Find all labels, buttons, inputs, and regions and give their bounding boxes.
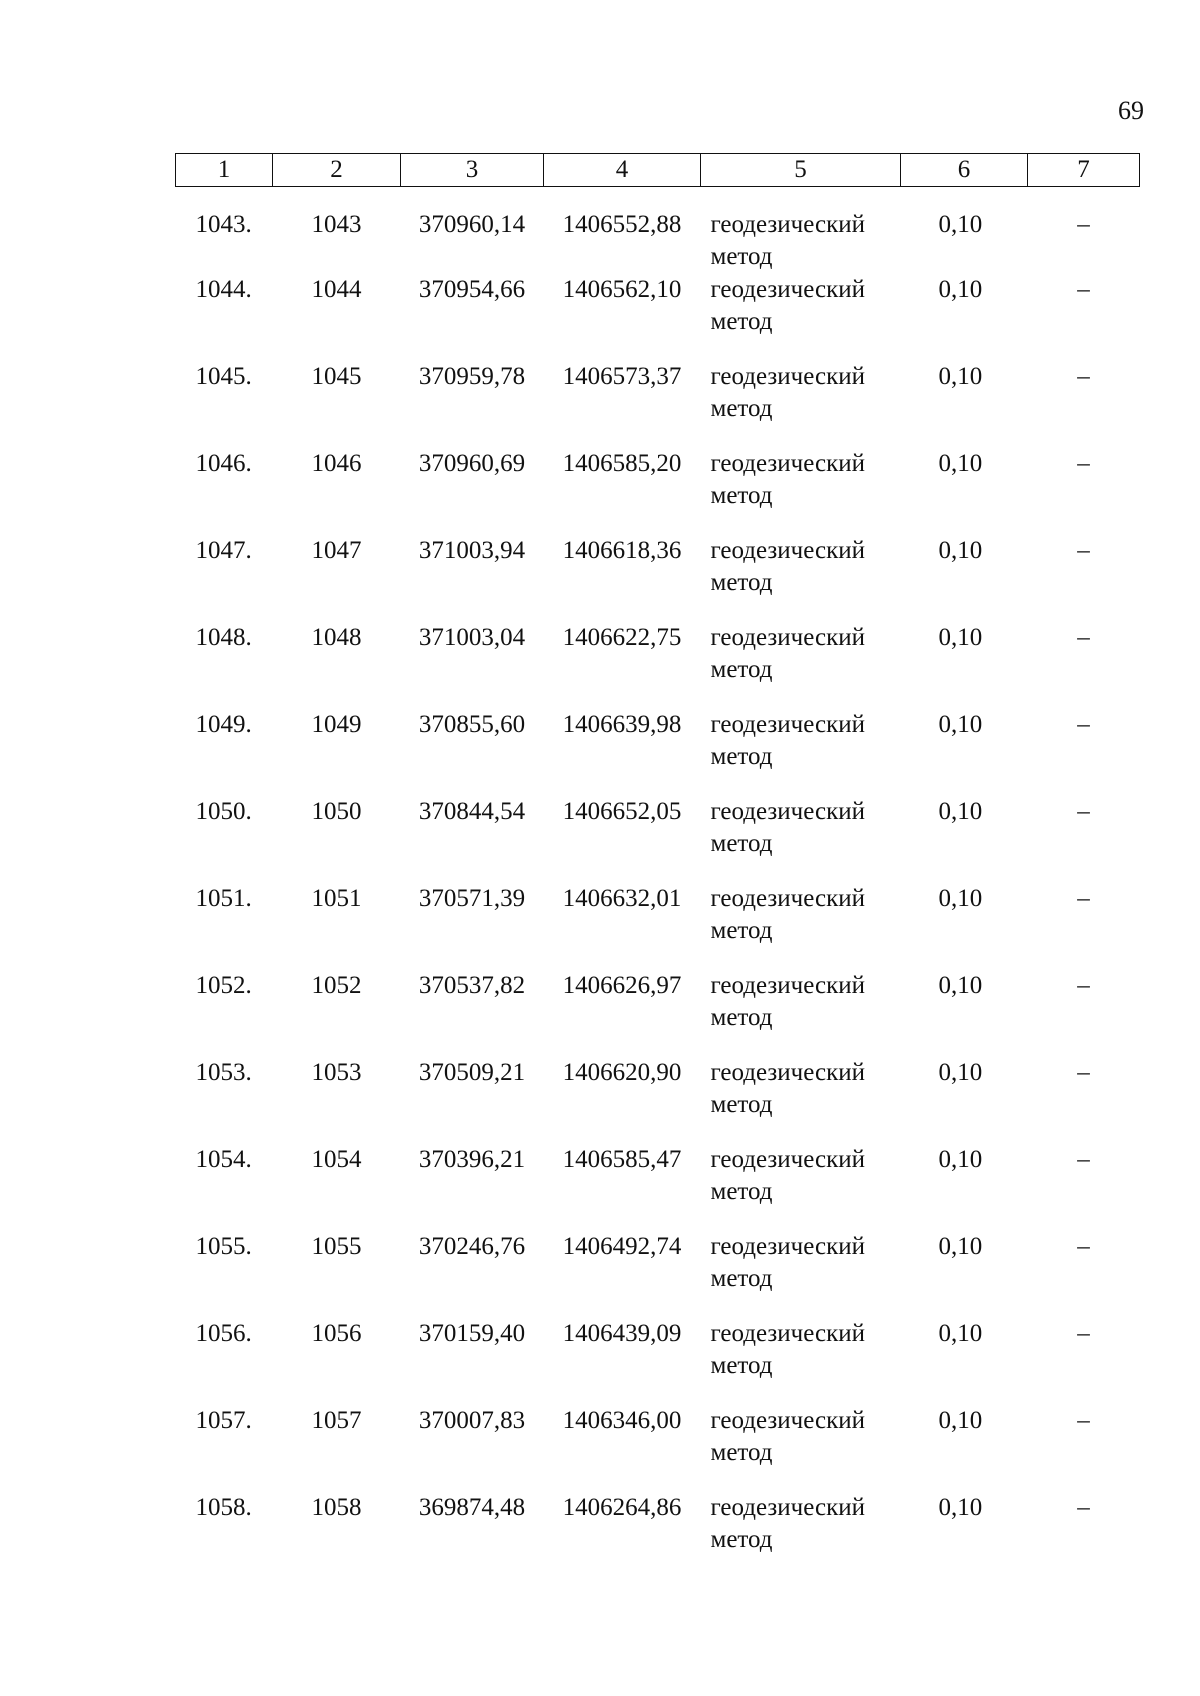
method-cell: геодезический метод bbox=[710, 1146, 865, 1205]
note-cell: – bbox=[1077, 276, 1090, 303]
y-coordinate-cell: 1406639,98 bbox=[562, 711, 682, 738]
precision-cell: 0,10 bbox=[938, 1407, 983, 1434]
precision-cell: 0,10 bbox=[938, 972, 983, 999]
table-row bbox=[176, 883, 1140, 970]
header-col-1: 1 bbox=[176, 154, 273, 187]
precision-cell: 0,10 bbox=[938, 1146, 983, 1173]
precision-cell: 0,10 bbox=[938, 450, 983, 477]
row-number-cell: 1054. bbox=[195, 1146, 252, 1173]
table-row bbox=[176, 970, 1140, 1057]
precision-cell: 0,10 bbox=[938, 276, 983, 303]
precision-cell: 0,10 bbox=[938, 1059, 983, 1086]
table-row bbox=[176, 1144, 1140, 1231]
y-coordinate-cell: 1406562,10 bbox=[562, 276, 682, 303]
precision-cell: 0,10 bbox=[938, 711, 983, 738]
method-cell: геодезический метод bbox=[710, 1407, 865, 1466]
row-number-cell: 1056. bbox=[195, 1320, 252, 1347]
point-id-cell: 1058 bbox=[311, 1494, 362, 1521]
method-cell: геодезический метод bbox=[710, 1494, 865, 1553]
x-coordinate-cell: 370954,66 bbox=[418, 276, 526, 303]
note-cell: – bbox=[1077, 1233, 1090, 1260]
header-col-6: 6 bbox=[901, 154, 1028, 187]
note-cell: – bbox=[1077, 624, 1090, 651]
method-cell: геодезический метод bbox=[710, 624, 865, 683]
method-cell: геодезический метод bbox=[710, 972, 865, 1031]
precision-cell: 0,10 bbox=[938, 798, 983, 825]
method-cell: геодезический метод bbox=[710, 1059, 865, 1118]
table-header bbox=[176, 154, 1140, 187]
row-number-cell: 1051. bbox=[195, 885, 252, 912]
y-coordinate-cell: 1406573,37 bbox=[562, 363, 682, 390]
point-id-cell: 1055 bbox=[311, 1233, 362, 1260]
point-id-cell: 1047 bbox=[311, 537, 362, 564]
x-coordinate-cell: 370159,40 bbox=[418, 1320, 526, 1347]
row-number-cell: 1048. bbox=[195, 624, 252, 651]
note-cell: – bbox=[1077, 211, 1090, 238]
method-cell: геодезический метод bbox=[710, 537, 865, 596]
method-cell: геодезический метод bbox=[710, 798, 865, 857]
coordinates-table-container bbox=[175, 153, 1139, 1579]
row-number-cell: 1057. bbox=[195, 1407, 252, 1434]
y-coordinate-cell: 1406585,47 bbox=[562, 1146, 682, 1173]
point-id-cell: 1048 bbox=[311, 624, 362, 651]
method-cell: геодезический метод bbox=[710, 711, 865, 770]
note-cell: – bbox=[1077, 1059, 1090, 1086]
precision-cell: 0,10 bbox=[938, 211, 983, 238]
precision-cell: 0,10 bbox=[938, 1320, 983, 1347]
row-number-cell: 1046. bbox=[195, 450, 252, 477]
method-cell: геодезический метод bbox=[710, 1320, 865, 1379]
x-coordinate-cell: 370855,60 bbox=[418, 711, 526, 738]
point-id-cell: 1046 bbox=[311, 450, 362, 477]
point-id-cell: 1045 bbox=[311, 363, 362, 390]
row-number-cell: 1055. bbox=[195, 1233, 252, 1260]
coordinates-table bbox=[175, 153, 1140, 1579]
table-row bbox=[176, 1231, 1140, 1318]
row-number-cell: 1050. bbox=[195, 798, 252, 825]
method-cell: геодезический метод bbox=[710, 450, 865, 509]
x-coordinate-cell: 370959,78 bbox=[418, 363, 526, 390]
point-id-cell: 1050 bbox=[311, 798, 362, 825]
table-body bbox=[176, 187, 1140, 1580]
x-coordinate-cell: 369874,48 bbox=[418, 1494, 526, 1521]
header-col-7: 7 bbox=[1028, 154, 1140, 187]
y-coordinate-cell: 1406492,74 bbox=[562, 1233, 682, 1260]
y-coordinate-cell: 1406652,05 bbox=[562, 798, 682, 825]
method-cell: геодезический метод bbox=[710, 211, 865, 270]
method-cell: геодезический метод bbox=[710, 1233, 865, 1292]
y-coordinate-cell: 1406439,09 bbox=[562, 1320, 682, 1347]
note-cell: – bbox=[1077, 537, 1090, 564]
y-coordinate-cell: 1406264,86 bbox=[562, 1494, 682, 1521]
x-coordinate-cell: 370007,83 bbox=[418, 1407, 526, 1434]
row-number-cell: 1047. bbox=[195, 537, 252, 564]
note-cell: – bbox=[1077, 450, 1090, 477]
note-cell: – bbox=[1077, 885, 1090, 912]
note-cell: – bbox=[1077, 798, 1090, 825]
table-row bbox=[176, 709, 1140, 796]
y-coordinate-cell: 1406552,88 bbox=[562, 211, 682, 238]
header-col-3: 3 bbox=[401, 154, 544, 187]
table-row bbox=[176, 535, 1140, 622]
page-number: 69 bbox=[1118, 96, 1144, 125]
point-id-cell: 1052 bbox=[311, 972, 362, 999]
x-coordinate-cell: 370509,21 bbox=[418, 1059, 526, 1086]
row-number-cell: 1053. bbox=[195, 1059, 252, 1086]
table-row bbox=[176, 274, 1140, 361]
y-coordinate-cell: 1406626,97 bbox=[562, 972, 682, 999]
precision-cell: 0,10 bbox=[938, 885, 983, 912]
y-coordinate-cell: 1406618,36 bbox=[562, 537, 682, 564]
y-coordinate-cell: 1406346,00 bbox=[562, 1407, 682, 1434]
header-col-4: 4 bbox=[544, 154, 701, 187]
note-cell: – bbox=[1077, 363, 1090, 390]
x-coordinate-cell: 370960,69 bbox=[418, 450, 526, 477]
point-id-cell: 1056 bbox=[311, 1320, 362, 1347]
table-row bbox=[176, 187, 1140, 275]
point-id-cell: 1051 bbox=[311, 885, 362, 912]
table-row bbox=[176, 1057, 1140, 1144]
method-cell: геодезический метод bbox=[710, 276, 865, 335]
x-coordinate-cell: 370246,76 bbox=[418, 1233, 526, 1260]
precision-cell: 0,10 bbox=[938, 1494, 983, 1521]
header-col-5: 5 bbox=[701, 154, 901, 187]
point-id-cell: 1044 bbox=[311, 276, 362, 303]
note-cell: – bbox=[1077, 972, 1090, 999]
method-cell: геодезический метод bbox=[710, 363, 865, 422]
x-coordinate-cell: 370396,21 bbox=[418, 1146, 526, 1173]
y-coordinate-cell: 1406585,20 bbox=[562, 450, 682, 477]
row-number-cell: 1058. bbox=[195, 1494, 252, 1521]
note-cell: – bbox=[1077, 1407, 1090, 1434]
table-row bbox=[176, 796, 1140, 883]
point-id-cell: 1054 bbox=[311, 1146, 362, 1173]
table-row bbox=[176, 1405, 1140, 1492]
header-row bbox=[176, 154, 1140, 187]
note-cell: – bbox=[1077, 711, 1090, 738]
point-id-cell: 1053 bbox=[311, 1059, 362, 1086]
point-id-cell: 1049 bbox=[311, 711, 362, 738]
note-cell: – bbox=[1077, 1494, 1090, 1521]
table-row bbox=[176, 1318, 1140, 1405]
y-coordinate-cell: 1406632,01 bbox=[562, 885, 682, 912]
precision-cell: 0,10 bbox=[938, 537, 983, 564]
precision-cell: 0,10 bbox=[938, 1233, 983, 1260]
note-cell: – bbox=[1077, 1146, 1090, 1173]
x-coordinate-cell: 371003,04 bbox=[418, 624, 526, 651]
table-row bbox=[176, 448, 1140, 535]
table-row bbox=[176, 1492, 1140, 1579]
x-coordinate-cell: 370960,14 bbox=[418, 211, 526, 238]
precision-cell: 0,10 bbox=[938, 363, 983, 390]
y-coordinate-cell: 1406622,75 bbox=[562, 624, 682, 651]
row-number-cell: 1045. bbox=[195, 363, 252, 390]
precision-cell: 0,10 bbox=[938, 624, 983, 651]
x-coordinate-cell: 370571,39 bbox=[418, 885, 526, 912]
x-coordinate-cell: 370844,54 bbox=[418, 798, 526, 825]
row-number-cell: 1049. bbox=[195, 711, 252, 738]
y-coordinate-cell: 1406620,90 bbox=[562, 1059, 682, 1086]
row-number-cell: 1043. bbox=[195, 211, 252, 238]
header-col-2: 2 bbox=[273, 154, 401, 187]
method-cell: геодезический метод bbox=[710, 885, 865, 944]
note-cell: – bbox=[1077, 1320, 1090, 1347]
row-number-cell: 1044. bbox=[195, 276, 252, 303]
x-coordinate-cell: 370537,82 bbox=[418, 972, 526, 999]
table-row bbox=[176, 361, 1140, 448]
row-number-cell: 1052. bbox=[195, 972, 252, 999]
x-coordinate-cell: 371003,94 bbox=[418, 537, 526, 564]
table-row bbox=[176, 622, 1140, 709]
point-id-cell: 1057 bbox=[311, 1407, 362, 1434]
point-id-cell: 1043 bbox=[311, 211, 362, 238]
